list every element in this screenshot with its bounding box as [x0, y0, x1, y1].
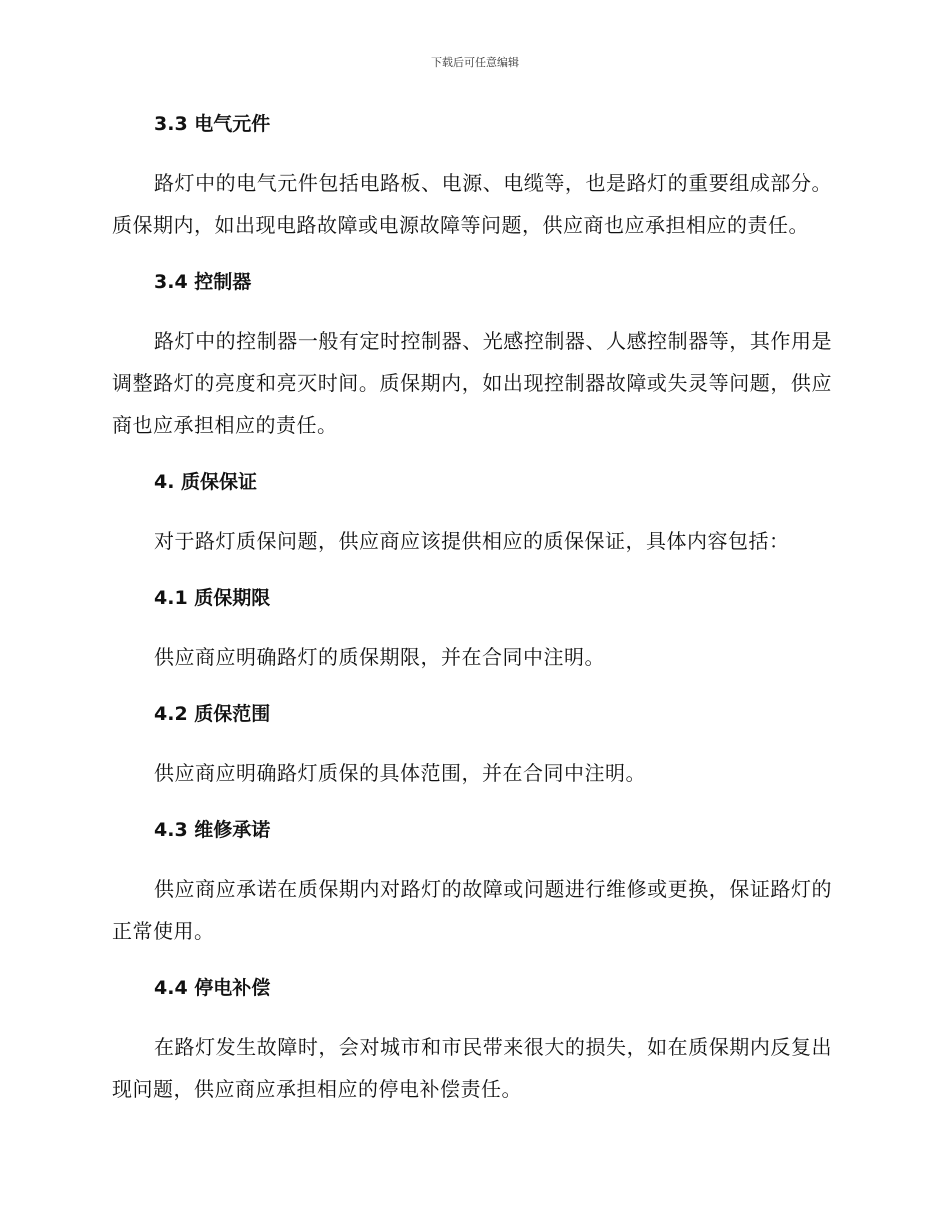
section-paragraph-4-3: 供应商应承诺在质保期内对路灯的故障或问题进行维修或更换，保证路灯的正常使用。: [112, 877, 832, 943]
section-heading-4-3: 4.3 维修承诺: [154, 819, 271, 841]
section-paragraph-4-1: 供应商应明确路灯的质保期限，并在合同中注明。: [154, 645, 605, 669]
section-heading-3-3: 3.3 电气元件: [154, 113, 271, 135]
section-paragraph-3-3: 路灯中的电气元件包括电路板、电源、电缆等，也是路灯的重要组成部分。质保期内，如出现电路故障或电源故障等问题，供应商也应承担相应的责任。: [112, 171, 832, 237]
header-note: 下载后可任意编辑: [431, 56, 519, 69]
document-body: [112, 108, 832, 1110]
section-heading-4-1: 4.1 质保期限: [154, 587, 271, 609]
section-heading-4: 4. 质保保证: [154, 471, 258, 493]
section-heading-4-4: 4.4 停电补偿: [154, 977, 271, 999]
section-heading-3-4: 3.4 控制器: [154, 271, 252, 293]
section-paragraph-4-4: 在路灯发生故障时，会对城市和市民带来很大的损失，如在质保期内反复出现问题，供应商应承担相应的停电补偿责任。: [112, 1035, 832, 1101]
section-paragraph-4-2: 供应商应明确路灯质保的具体范围，并在合同中注明。: [154, 761, 646, 785]
section-heading-4-2: 4.2 质保范围: [154, 703, 271, 725]
section-paragraph-3-4: 路灯中的控制器一般有定时控制器、光感控制器、人感控制器等，其作用是调整路灯的亮度和亮灭时间。质保期内，如出现控制器故障或失灵等问题，供应商也应承担相应的责任。: [112, 329, 832, 437]
section-paragraph-4: 对于路灯质保问题，供应商应该提供相应的质保保证，具体内容包括：: [154, 529, 790, 553]
